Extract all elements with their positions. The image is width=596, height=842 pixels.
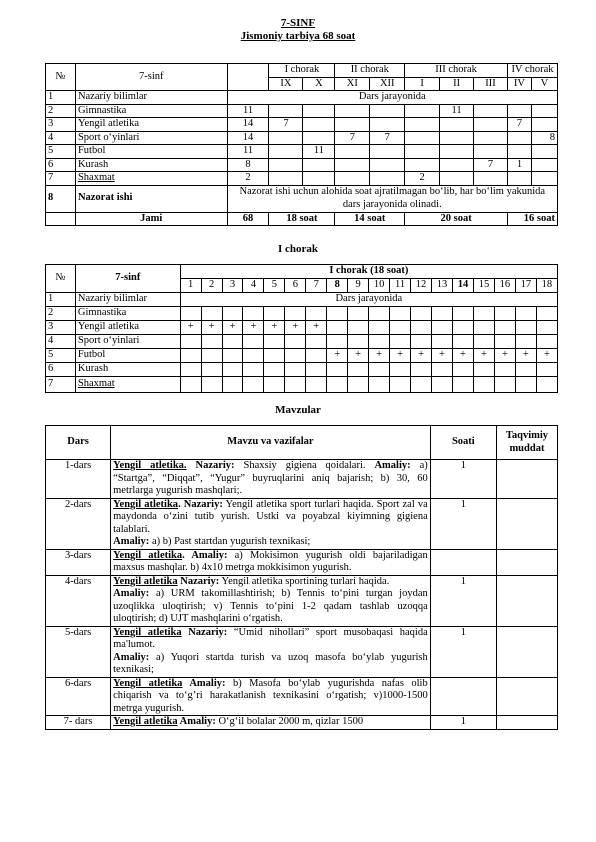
lesson-number: 10 — [369, 279, 390, 293]
date-cell — [496, 716, 557, 730]
quarter-3-header: III chorak — [405, 64, 508, 78]
lesson-cell — [432, 377, 453, 393]
col-subject: 7-sinf — [75, 265, 180, 293]
lesson-cell — [348, 307, 369, 321]
lesson-number: 13 — [432, 279, 453, 293]
col-lesson: Dars — [46, 426, 111, 460]
lesson-cell — [243, 335, 264, 349]
row-subject: Sport o‘yinlari — [75, 131, 227, 145]
lesson-cell — [536, 377, 557, 393]
lesson-cell — [348, 377, 369, 393]
month-header: XI — [335, 77, 370, 91]
row-hours: 11 — [227, 145, 269, 159]
lesson-cell — [348, 335, 369, 349]
lesson-cell — [306, 349, 327, 363]
hours-cell: 1 — [430, 716, 496, 730]
row-no: 4 — [46, 335, 76, 349]
lesson-number: 16 — [494, 279, 515, 293]
row-hours: 14 — [227, 131, 269, 145]
topics-table — [45, 425, 558, 730]
lesson-cell — [327, 363, 348, 377]
row-no: 4 — [46, 131, 76, 145]
lesson-cell — [264, 363, 285, 377]
lesson-cell — [473, 363, 494, 377]
lesson-cell: + — [327, 349, 348, 363]
lesson-cell — [222, 307, 243, 321]
lesson-cell — [327, 335, 348, 349]
col-topic: Mavzu va vazifalar — [111, 426, 431, 460]
lesson-label: 3-dars — [46, 549, 111, 575]
lesson-number: 12 — [411, 279, 432, 293]
hours-cell — [430, 549, 496, 575]
lesson-cell: + — [536, 349, 557, 363]
hours-cell: 1 — [430, 575, 496, 626]
row-subject: Nazariy bilimlar — [75, 91, 227, 105]
lesson-cell — [515, 363, 536, 377]
lesson-label: 6-dars — [46, 677, 111, 716]
lesson-cell: + — [264, 321, 285, 335]
col-subject: 7-sinf — [75, 64, 227, 91]
month-header: II — [440, 77, 474, 91]
topic-a: Yengil atletika — [113, 716, 178, 727]
theory-note: Dars jarayonida — [180, 293, 557, 307]
lesson-cell — [180, 349, 201, 363]
lesson-cell — [432, 307, 453, 321]
lesson-cell — [390, 321, 411, 335]
lesson-cell: + — [411, 349, 432, 363]
lesson-cell — [536, 307, 557, 321]
lesson-cell — [201, 377, 222, 393]
lesson-cell: + — [201, 321, 222, 335]
topic-row — [46, 677, 558, 716]
lesson-cell: + — [432, 349, 453, 363]
lesson-cell — [411, 377, 432, 393]
row-no: 7 — [46, 377, 76, 393]
table-row — [46, 293, 558, 307]
total-row: Jami 68 18 soat 14 soat 20 soat 16 soat — [46, 212, 558, 226]
lesson-cell: + — [452, 349, 473, 363]
lesson-cell — [201, 335, 222, 349]
lesson-cell — [306, 307, 327, 321]
topic-a: Yengil atletika — [113, 549, 183, 561]
topic-a: Yengil atletika — [113, 626, 182, 638]
date-cell — [496, 549, 557, 575]
topic-c: b) Masofa bo‘ylab yugurishda nafas olib chiqarish va to‘g’ri harakatlanish texnikasini o‘rgatish; v)1000-1500 metrga yugurish. — [113, 677, 428, 714]
lesson-cell — [452, 377, 473, 393]
quarter-2-header: II chorak — [335, 64, 405, 78]
lesson-cell — [369, 377, 390, 393]
lesson-cell — [222, 335, 243, 349]
row-subject: Shaxmat — [75, 172, 227, 186]
row-subject: Yengil atletika — [75, 118, 227, 132]
lesson-cell — [285, 363, 306, 377]
topic-b: Amaliy: — [177, 716, 216, 727]
lesson-cell — [452, 307, 473, 321]
topic-row — [46, 498, 558, 549]
lesson-cell — [348, 321, 369, 335]
row-hours: 8 — [227, 158, 269, 172]
month-header: XII — [370, 77, 405, 91]
lesson-number: 9 — [348, 279, 369, 293]
row-no: 6 — [46, 158, 76, 172]
lesson-label: 4-dars — [46, 575, 111, 626]
table-row — [46, 377, 558, 393]
lesson-cell — [390, 363, 411, 377]
row-subject: Shaxmat — [75, 377, 180, 393]
topic-row — [46, 460, 558, 499]
table-row: 4 Sport o‘yinlari 14 7 7 8 — [46, 131, 558, 145]
row-no: 3 — [46, 321, 76, 335]
row-no: 6 — [46, 363, 76, 377]
topic-c: O‘g‘il bolalar 2000 m, qizlar 1500 — [215, 716, 364, 727]
date-cell — [496, 460, 557, 499]
date-cell — [496, 626, 557, 677]
lesson-cell — [473, 377, 494, 393]
hours-cell: 1 — [430, 460, 496, 499]
topic-text — [111, 549, 431, 575]
lesson-cell — [494, 335, 515, 349]
topic-row — [46, 716, 558, 730]
lesson-cell — [369, 363, 390, 377]
lesson-cell — [515, 377, 536, 393]
lesson-cell — [494, 363, 515, 377]
row-no: 1 — [46, 91, 76, 105]
row-no: 5 — [46, 145, 76, 159]
topics-title: Mavzular — [275, 404, 321, 416]
hours-cell — [430, 677, 496, 716]
lesson-number: 17 — [515, 279, 536, 293]
col-no: № — [46, 64, 76, 91]
topic-d: Amaliy: — [374, 460, 411, 471]
lesson-cell — [264, 335, 285, 349]
lesson-cell — [285, 377, 306, 393]
lesson-cell — [285, 335, 306, 349]
lesson-cell — [348, 363, 369, 377]
lesson-number: 8 — [327, 279, 348, 293]
lesson-cell: + — [369, 349, 390, 363]
topic-e: a) URM takomillashtirish; b) Tennis to‘pini turgan joydan uzoqlikka uloqtirish; v) Tennis to‘pini 1-2 qadam tashlab uzoqqa uloqtirish; d) UJT mashqlarini o‘rgatish. — [113, 588, 428, 624]
table-row — [46, 91, 558, 105]
lesson-cell — [243, 363, 264, 377]
lesson-cell — [306, 335, 327, 349]
quarter-title: I chorak — [277, 243, 319, 255]
row-no: 1 — [46, 293, 76, 307]
lesson-cell — [473, 307, 494, 321]
lesson-cell — [390, 335, 411, 349]
topic-text — [111, 626, 431, 677]
topic-c: Yengil atletika sportining turlari haqida. — [219, 575, 390, 587]
lesson-number: 5 — [264, 279, 285, 293]
lesson-number: 11 — [390, 279, 411, 293]
lesson-cell: + — [306, 321, 327, 335]
lesson-cell — [432, 335, 453, 349]
row-subject: Kurash — [75, 363, 180, 377]
lesson-cell — [180, 363, 201, 377]
topic-a: Yengil atletika — [113, 677, 183, 689]
hours-cell: 1 — [430, 498, 496, 549]
col-date: Taqvimiy muddat — [496, 426, 557, 460]
topic-row — [46, 626, 558, 677]
lesson-cell — [201, 363, 222, 377]
lesson-cell — [327, 377, 348, 393]
month-header: IV — [507, 77, 531, 91]
row-no: 7 — [46, 172, 76, 186]
table-row: 6 Kurash 8 7 1 — [46, 158, 558, 172]
row-hours: 11 — [227, 104, 269, 118]
lesson-cell — [243, 307, 264, 321]
quarter-plan-table — [45, 264, 558, 393]
date-cell — [496, 575, 557, 626]
lesson-cell — [452, 335, 473, 349]
lesson-cell: + — [222, 321, 243, 335]
annual-plan-table — [45, 63, 558, 226]
topic-text — [111, 716, 431, 730]
lesson-number: 2 — [201, 279, 222, 293]
topic-c: Yengil atletika sport turlari haqida. Sport zal va maydonda o‘zini tutib yurish. Ustki va poyabzal kiyimning gigiena talablari. — [113, 498, 428, 535]
lesson-cell — [432, 321, 453, 335]
lesson-number: 18 — [536, 279, 557, 293]
lesson-number: 15 — [473, 279, 494, 293]
lesson-cell: + — [494, 349, 515, 363]
topic-text — [111, 575, 431, 626]
lesson-cell — [180, 307, 201, 321]
month-header: IX — [269, 77, 303, 91]
topic-row — [46, 549, 558, 575]
topic-a: Yengil atletika — [113, 498, 179, 510]
lesson-cell: + — [180, 321, 201, 335]
topic-b: Nazariy: — [186, 460, 235, 471]
lesson-number: 3 — [222, 279, 243, 293]
row-subject: Futbol — [75, 349, 180, 363]
lesson-cell — [180, 377, 201, 393]
control-note: Nazorat ishi uchun alohida soat ajratilmagan bo‘lib, har bo‘lim yakunida dars jarayonida olinadi. — [227, 185, 557, 212]
row-subject: Gimnastika — [75, 307, 180, 321]
topic-d: Amaliy: — [113, 536, 150, 547]
table-row: 3 Yengil atletika 14 7 7 — [46, 118, 558, 132]
lesson-cell — [515, 321, 536, 335]
lesson-cell — [222, 377, 243, 393]
row-subject: Kurash — [75, 158, 227, 172]
lesson-cell — [536, 363, 557, 377]
lesson-cell — [369, 307, 390, 321]
lesson-cell: + — [515, 349, 536, 363]
lesson-cell — [285, 349, 306, 363]
lesson-cell — [515, 335, 536, 349]
lesson-cell — [201, 307, 222, 321]
row-no: 2 — [46, 307, 76, 321]
date-cell — [496, 498, 557, 549]
lesson-cell — [306, 377, 327, 393]
lesson-cell — [390, 377, 411, 393]
quarter-1-header: I chorak — [269, 64, 335, 78]
topic-e: a) “Startga”, “Diqqat”, “Yugur” buyruqlarini aniq bajarish; b) 30, 60 metrlarga yugurish mashqlari;. — [113, 460, 428, 496]
lesson-cell — [327, 307, 348, 321]
table-row — [46, 363, 558, 377]
subject-title: Jismoniy tarbiya 68 soat — [240, 30, 356, 42]
table-row: 7 Shaxmat 2 2 — [46, 172, 558, 186]
lesson-cell — [411, 363, 432, 377]
topic-text — [111, 498, 431, 549]
topic-b: Nazariy: — [181, 626, 228, 638]
lesson-cell — [201, 349, 222, 363]
row-hours: 2 — [227, 172, 269, 186]
lesson-cell — [243, 377, 264, 393]
topic-a: Yengil atletika. — [113, 460, 187, 471]
lesson-number: 6 — [285, 279, 306, 293]
lesson-cell — [411, 321, 432, 335]
lesson-cell: + — [473, 349, 494, 363]
row-no: 3 — [46, 118, 76, 132]
row-subject: Futbol — [75, 145, 227, 159]
topic-row — [46, 575, 558, 626]
col-hours: Soati — [430, 426, 496, 460]
topic-a: Yengil atletika — [113, 575, 178, 587]
table-row: 2 Gimnastika 11 11 — [46, 104, 558, 118]
lesson-number: 4 — [243, 279, 264, 293]
topic-b: Nazariy: — [177, 575, 220, 587]
lesson-label: 1-dars — [46, 460, 111, 499]
hours-cell: 1 — [430, 626, 496, 677]
page-header — [0, 17, 596, 43]
lesson-cell — [452, 363, 473, 377]
lesson-cell — [243, 349, 264, 363]
table-row: 5 Futbol 11 11 — [46, 145, 558, 159]
lesson-cell — [222, 363, 243, 377]
lesson-cell — [536, 321, 557, 335]
month-header: I — [405, 77, 440, 91]
lesson-cell — [369, 321, 390, 335]
table-row — [46, 307, 558, 321]
row-subject: Yengil atletika — [75, 321, 180, 335]
topic-c: a) Mokisimon yugurish oldi bajariladigan maxsus mashqlar. b) 4x10 metrga mokkisimon yugurish. — [113, 549, 428, 573]
row-no: 5 — [46, 349, 76, 363]
lesson-cell — [494, 377, 515, 393]
topic-e: a) Yuqori startda turish va uzoq masofa bo‘ylab yugurish texnikasi; — [113, 651, 428, 675]
month-header: X — [303, 77, 335, 91]
lesson-cell: + — [243, 321, 264, 335]
lesson-cell — [285, 307, 306, 321]
date-cell — [496, 677, 557, 716]
lesson-cell — [536, 335, 557, 349]
lesson-cell — [411, 307, 432, 321]
theory-note: Dars jarayonida — [227, 91, 557, 105]
row-subject: Gimnastika — [75, 104, 227, 118]
row-no: 2 — [46, 104, 76, 118]
grade-title: 7-SINF — [280, 17, 316, 29]
row-subject: Sport o‘yinlari — [75, 335, 180, 349]
lesson-label: 2-dars — [46, 498, 111, 549]
lesson-number: 14 — [452, 279, 473, 293]
lesson-cell — [264, 377, 285, 393]
topic-b: . Amaliy: — [182, 549, 228, 561]
lesson-cell: + — [390, 349, 411, 363]
topic-d: Amaliy: — [113, 588, 150, 599]
lesson-cell — [494, 307, 515, 321]
col-no: № — [46, 265, 76, 293]
topic-b: . Nazariy: — [178, 498, 223, 510]
topic-d: Amaliy: — [113, 651, 150, 663]
table-row — [46, 349, 558, 363]
lesson-cell — [452, 321, 473, 335]
lesson-cell — [432, 363, 453, 377]
lesson-cell — [180, 335, 201, 349]
lesson-cell — [264, 307, 285, 321]
lesson-cell — [306, 363, 327, 377]
lesson-cell — [473, 335, 494, 349]
topic-b: Amaliy: — [182, 677, 226, 689]
lesson-number: 7 — [306, 279, 327, 293]
lesson-label: 7- dars — [46, 716, 111, 730]
topic-c: “Umid nihollari” sport musobaqasi haqida ma'lumot. — [113, 626, 428, 650]
lesson-cell — [473, 321, 494, 335]
lesson-cell — [494, 321, 515, 335]
topic-e: a) b) Past startdan yugurish texnikasi; — [149, 536, 311, 547]
topic-text — [111, 460, 431, 499]
month-header: V — [531, 77, 557, 91]
lesson-cell — [222, 349, 243, 363]
lesson-cell — [369, 335, 390, 349]
lesson-number: 1 — [180, 279, 201, 293]
lesson-cell — [515, 307, 536, 321]
lesson-cell — [327, 321, 348, 335]
quarter-header: I chorak (18 soat) — [180, 265, 557, 279]
lesson-label: 5-dars — [46, 626, 111, 677]
lesson-cell: + — [285, 321, 306, 335]
topic-c: Shaxsiy gigiena qoidalari. — [234, 460, 375, 471]
lesson-cell: + — [348, 349, 369, 363]
table-row — [46, 335, 558, 349]
lesson-cell — [411, 335, 432, 349]
lesson-cell — [264, 349, 285, 363]
row-hours: 14 — [227, 118, 269, 132]
table-row — [46, 321, 558, 335]
topic-text — [111, 677, 431, 716]
quarter-4-header: IV chorak — [507, 64, 557, 78]
row-subject: Nazariy bilimlar — [75, 293, 180, 307]
lesson-cell — [390, 307, 411, 321]
month-header: III — [474, 77, 508, 91]
control-row: 8 Nazorat ishi Nazorat ishi uchun alohida soat ajratilmagan bo‘lib, har bo‘lim yakunida dars jarayonida olinadi. — [46, 185, 558, 212]
